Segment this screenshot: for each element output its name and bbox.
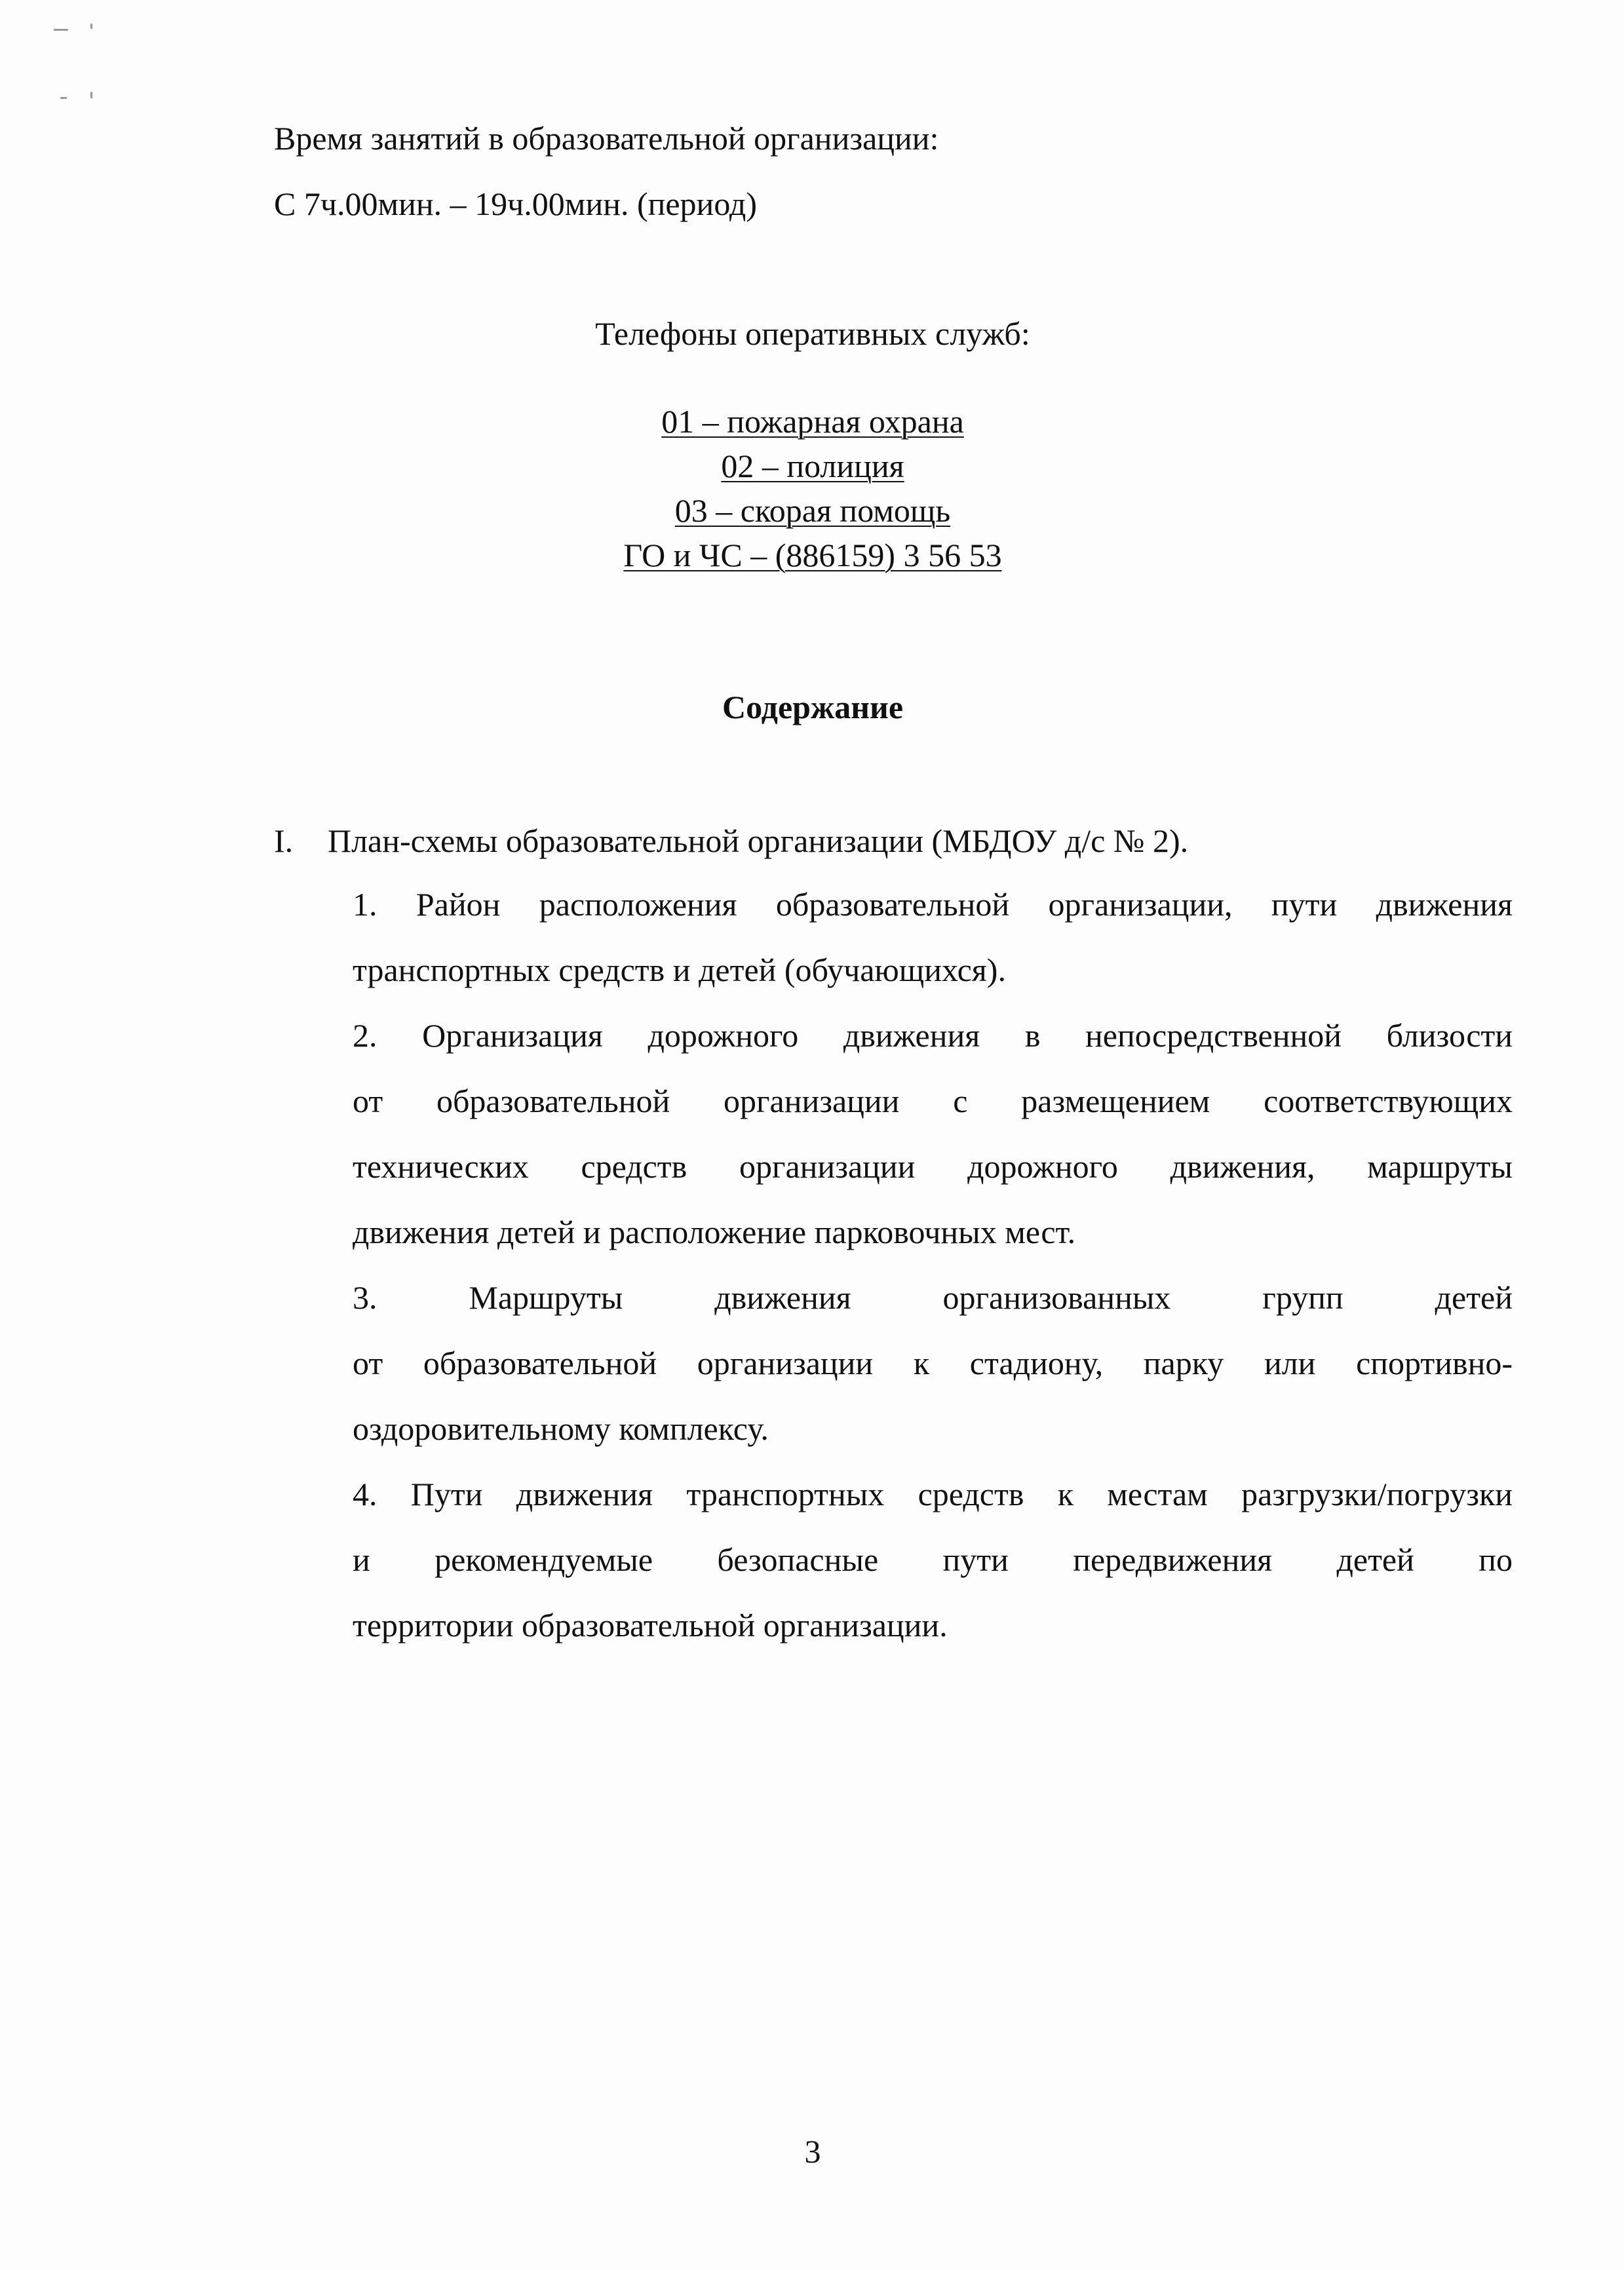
contents-item-4 <box>353 1461 1513 1658</box>
contents-item-2-line: от образовательной организации с размещением соответствующих <box>353 1083 1513 1119</box>
phone-civil-defense: ГО и ЧС – (886159) 3 56 53 <box>623 537 1002 573</box>
section-number: I. <box>274 822 294 859</box>
contents-item-4-line: и рекомендуемые безопасные пути передвижения детей по <box>353 1541 1513 1578</box>
contents-item-1 <box>353 872 1513 1003</box>
contents-item-2 <box>353 1003 1513 1265</box>
contents-item-4-line: 4. Пути движения транспортных средств к местам разгрузки/погрузки <box>353 1476 1513 1512</box>
contents-title: Содержание <box>722 689 904 725</box>
contents-item-2-line: движения детей и расположение парковочных мест. <box>353 1214 1076 1250</box>
contents-item-3 <box>353 1265 1513 1461</box>
schedule-heading: Время занятий в образовательной организации: <box>274 120 939 157</box>
scan-mark <box>54 29 68 31</box>
page-number: 3 <box>804 2133 821 2170</box>
scan-mark <box>90 92 92 98</box>
section-title: План-схемы образовательной организации (МБДОУ д/с № 2). <box>328 822 1189 859</box>
scan-mark <box>90 24 92 29</box>
contents-item-3-line: оздоровительному комплексу. <box>353 1410 769 1447</box>
contents-item-3-line: 3. Маршруты движения организованных групп детей <box>353 1279 1513 1316</box>
schedule-hours: С 7ч.00мин. – 19ч.00мин. (период) <box>274 185 757 222</box>
scan-mark <box>60 97 67 99</box>
contents-item-1-line: транспортных средств и детей (обучающихся). <box>353 952 1006 988</box>
contents-item-2-line: 2. Организация дорожного движения в непосредственной близости <box>353 1017 1513 1054</box>
phone-ambulance: 03 – скорая помощь <box>674 492 951 529</box>
contents-item-2-line: технических средств организации дорожного движения, маршруты <box>353 1148 1513 1185</box>
contents-item-4-line: территории образовательной организации. <box>353 1607 948 1644</box>
contents-item-3-line: от образовательной организации к стадиону, парку или спортивно- <box>353 1345 1513 1381</box>
phone-police: 02 – полиция <box>721 448 904 484</box>
contents-item-1-line: 1. Район расположения образовательной организации, пути движения <box>353 886 1513 923</box>
phone-fire: 01 – пожарная охрана <box>661 403 964 440</box>
phones-title: Телефоны оперативных служб: <box>595 315 1030 352</box>
